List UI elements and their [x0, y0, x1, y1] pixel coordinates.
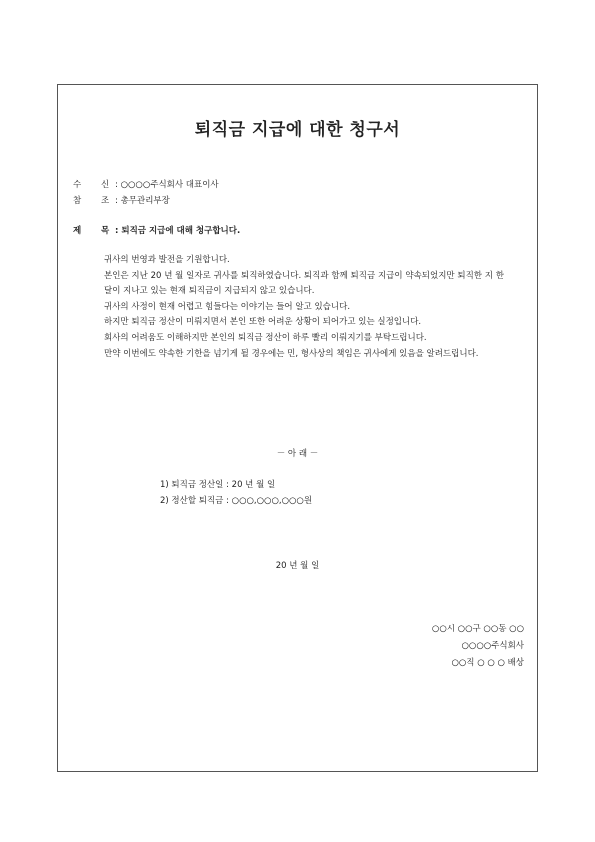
body-paragraph: 회사의 어려움도 이해하지만 본인의 퇴직금 정산이 하루 빨리 이뤄지기를 부탁드립니다. [104, 332, 427, 343]
body-paragraph: 귀사의 사정이 현재 어렵고 힘들다는 이야기는 들어 알고 있습니다. [104, 301, 351, 312]
body-paragraph: 만약 이번에도 약속한 기한을 넘기게 될 경우에는 민, 형사상의 책임은 귀사에게 있음을 알려드립니다. [104, 348, 479, 359]
subject-value: : 퇴직금 지급에 대해 청구합니다. [115, 226, 241, 236]
subject-field [73, 224, 240, 236]
recipient-label-1: 수 [73, 180, 82, 190]
recipient-label-2: 신 [101, 180, 110, 190]
subject-label-2: 목 [101, 226, 110, 236]
subject-label-1: 제 [73, 226, 82, 236]
body-paragraph: 귀사의 번영과 발전을 기원합니다. [104, 255, 230, 265]
recipient-field [73, 178, 219, 190]
signature-company: ○○○○주식회사 [461, 641, 524, 651]
signature-address: ○○시 ○○구 ○○동 ○○ [431, 624, 524, 634]
notice-header: － 아 래 － [276, 449, 319, 459]
reference-value: : 총무관리부장 [115, 196, 170, 206]
document-date: 20 년 월 일 [275, 561, 320, 571]
reference-label-1: 참 [73, 196, 82, 206]
item-settlement-amount: 2) 정산할 퇴직금 : ○○○,○○○,○○○원 [160, 496, 313, 506]
reference-label-2: 조 [101, 196, 110, 206]
reference-field [73, 194, 170, 206]
signature-person: ○○직 ○ ○ ○ 배상 [451, 658, 524, 668]
document-title: 퇴직금 지급에 대한 청구서 [194, 120, 401, 140]
recipient-value: : ○○○○주식회사 대표이사 [115, 180, 219, 190]
body-paragraph: 본인은 지난 20 년 월 일자로 귀사를 퇴직하였습니다. 퇴직과 함께 퇴직금 지급이 약속되었지만 퇴직한 지 한 달이 지나고 있는 현재 퇴직금이 지급되지 않고 있습니다. [104, 270, 504, 297]
document-body [104, 253, 504, 362]
item-settlement-date: 1) 퇴직금 정산일 : 20 년 월 일 [160, 480, 276, 490]
body-paragraph: 하지만 퇴직금 정산이 미뤄지면서 본인 또한 어려운 상황이 되어가고 있는 실정입니다. [104, 317, 422, 328]
